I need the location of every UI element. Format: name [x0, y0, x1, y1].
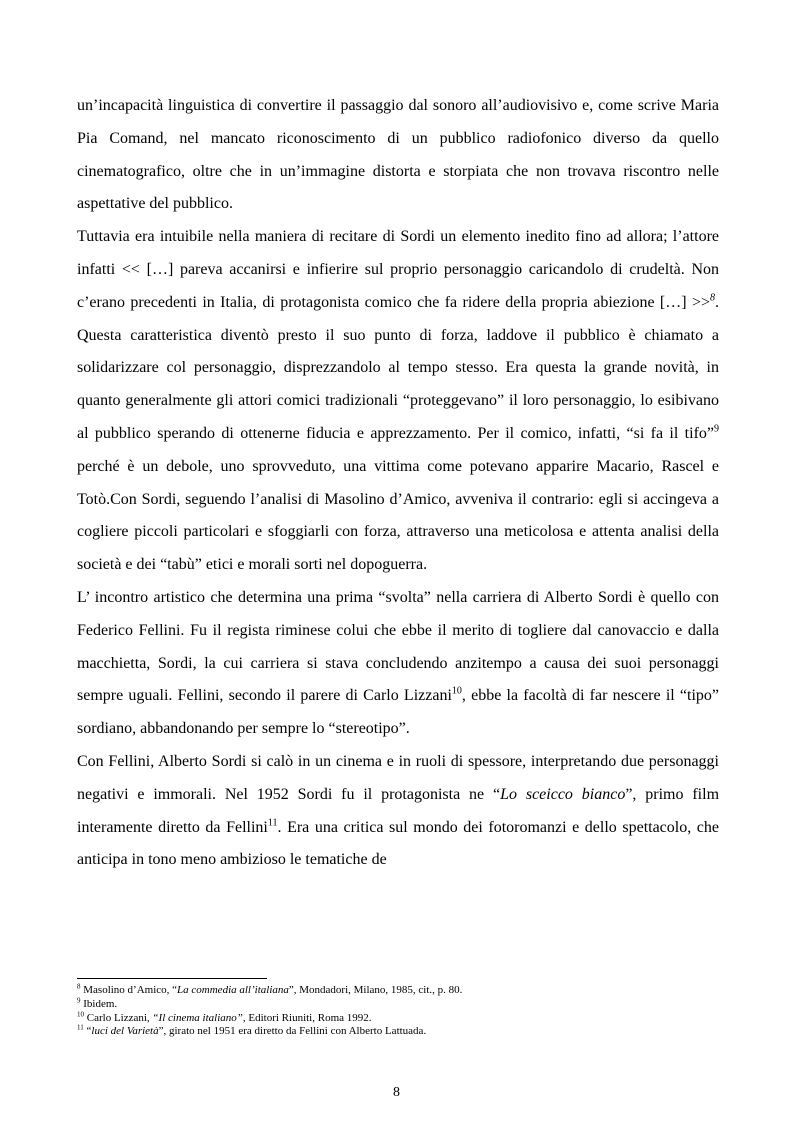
footnote-ref: 10: [77, 1009, 84, 1018]
text-run: . Questa caratteristica diventò presto il suo punto di forza, laddove il pubblico è chiamato a solidarizzare col personaggio, disprezzandolo al tempo stesso. Era questa la grande novità, in quanto generalmente gli attori comici tradizionali “proteggevano” il loro personaggio, lo esibivano al pubblico sperando di ottenerne fiducia e apprezzamento. Per il comico, infatti, “si fa il tifo”: [77, 293, 719, 442]
text-run: , ebbe la facoltà di far nescere il “tipo” sordiano, abbandonando per sempre lo “stereotipo”.: [77, 687, 720, 738]
paragraph: [77, 90, 719, 221]
text-run: ”, Mondadori, Milano, 1985, cit., p. 80.: [288, 984, 463, 996]
text-run: ”, girato nel 1951 era diretto da Fellini con Alberto Lattuada.: [158, 1025, 427, 1038]
footnote-ref: 8: [77, 982, 81, 991]
text-run: perché è un debole, uno sprovveduto, una vittima come potevano apparire Macario, Rascel e Totò.Con Sordi, seguendo l’analisi di Masolino d’Amico, avveniva il contrario: egli si accingeva a cogliere piccoli particolari e sfoggiarli con forza, attraverso una meticolosa e attenta analisi della società e dei “tabù” etici e morali sorti nel dopoguerra.: [77, 457, 719, 574]
footnote-ref: 10: [451, 686, 462, 698]
footnotes: [77, 984, 719, 1039]
text-run: Con Fellini, Alberto Sordi si calò in un cinema e in ruoli di spessore, interpretando due personaggi negativi e immorali. Nel 1952 Sordi fu il protagonista ne “: [77, 752, 719, 803]
footnote-ref: 11: [267, 817, 278, 829]
footnote: [77, 1025, 719, 1039]
italic-text: Lo sceicco bianco: [500, 785, 626, 803]
body-text: [77, 90, 719, 877]
footnote: [77, 984, 719, 998]
footnote-ref: 11: [77, 1023, 84, 1032]
text-run: un’incapacità linguistica di convertire il passaggio dal sonoro all’audiovisivo e, come scrive Maria Pia Comand, nel mancato riconoscimento di un pubblico radiofonico diverso da quello cinematografico, oltre che in un’immagine distorta e storpiata che non trovava riscontro nelle aspettative del pubblico.: [77, 97, 719, 213]
italic-text: luci del Varietà: [91, 1025, 159, 1038]
text-run: Ibidem.: [80, 997, 118, 1010]
text-run: , Editori Riuniti, Roma 1992.: [242, 1011, 372, 1024]
italic-text: “Il cinema italiano”: [152, 1011, 243, 1024]
page-number: 8: [393, 1085, 400, 1100]
paragraph: [77, 221, 719, 582]
footnote: [77, 998, 719, 1012]
text-run: Carlo Lizzani,: [84, 1011, 153, 1024]
text-run: “: [83, 1025, 92, 1038]
paragraph: [77, 746, 719, 877]
text-run: . Era una critica sul mondo dei fotoromanzi e dello spettacolo, che anticipa in tono meno ambizioso le tematiche de: [77, 818, 719, 869]
footnote-ref: 9: [77, 996, 81, 1005]
footnote-ref: 9: [714, 423, 719, 435]
footnote-separator: [77, 978, 267, 979]
paragraph: [77, 582, 719, 746]
text-run: ”, primo film interamente diretto da Fellini: [77, 785, 720, 836]
text-run: L’ incontro artistico che determina una prima “svolta” nella carriera di Alberto Sordi è quello con Federico Fellini. Fu il regista riminese colui che ebbe il merito di togliere dal canovaccio e dalla macchietta, Sordi, la cui carriera si stava concludendo anzitempo a causa dei suoi personaggi sempre uguali. Fellini, secondo il parere di Carlo Lizzani: [77, 588, 719, 705]
footnote: [77, 1009, 719, 1026]
italic-text: La commedia all’italiana: [177, 984, 289, 996]
footnote-ref: 8: [710, 292, 715, 304]
text-run: Masolino d’Amico, “: [80, 984, 178, 996]
text-run: Tuttavia era intuibile nella maniera di recitare di Sordi un elemento inedito fino ad allora; l’attore infatti << […] pareva accanirsi e infierire sul proprio personaggio caricandolo di crudeltà. Non c’erano precedenti in Italia, di protagonista comico che fa ridere della propria abiezione […] >>: [77, 228, 719, 311]
